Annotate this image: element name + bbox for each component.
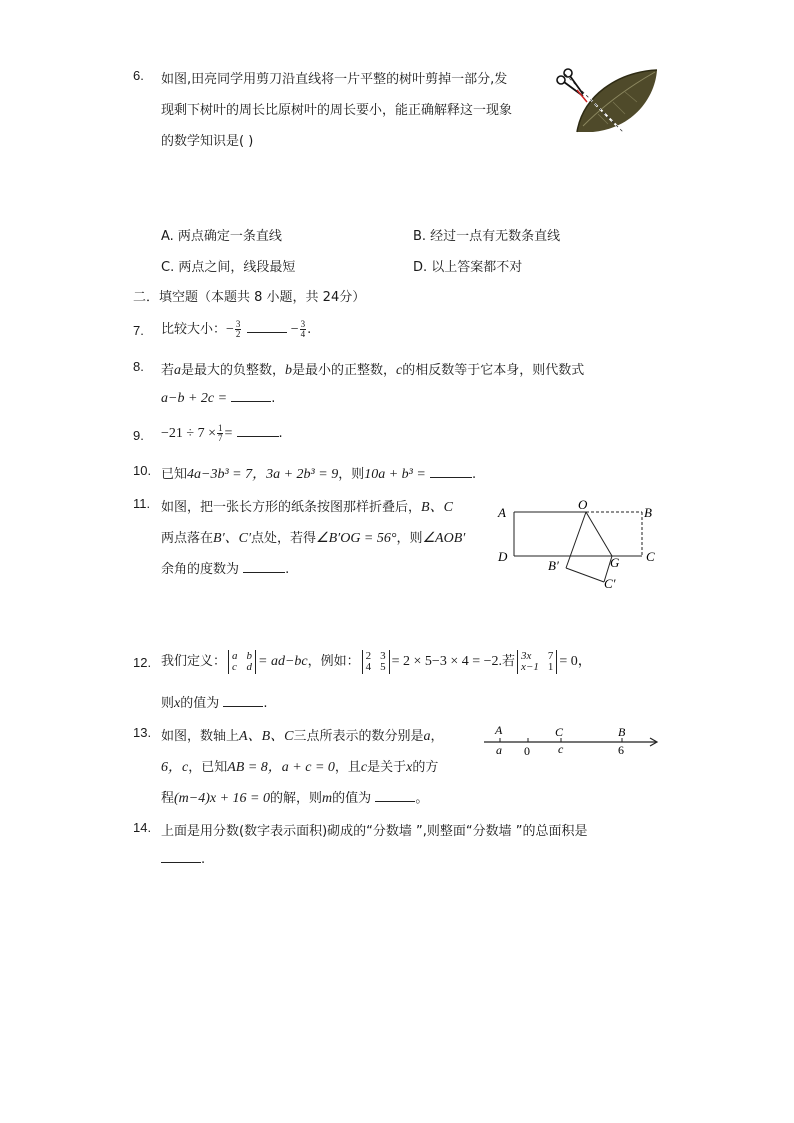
point-b-label: B xyxy=(618,725,626,739)
option-a: A. 两点确定一条直线 xyxy=(161,229,282,244)
label-b-prime: B′ xyxy=(548,558,559,573)
point-b-value: 6 xyxy=(618,743,624,757)
question-number: 7. xyxy=(133,323,144,338)
question-number: 13. xyxy=(133,725,152,740)
section-title: 二．填空题（本题共 8 小题，共 24分） xyxy=(133,290,366,305)
fraction: $\frac{3}{2}$ xyxy=(235,319,241,339)
answer-blank xyxy=(375,789,415,802)
question-text: 6，c，已知AB = 8，a + c = 0，且c是关于x的方 xyxy=(161,760,439,775)
leaf-scissors-illustration xyxy=(553,66,661,138)
question-text: 已知4a−3b³ = 7，3a + 2b³ = 9，则10a + b³ = . xyxy=(161,467,477,482)
answer-blank xyxy=(161,850,201,863)
answer-blank xyxy=(430,465,472,478)
fraction: $\frac{3}{4}$ xyxy=(300,319,306,339)
point-c-value: c xyxy=(558,742,564,756)
question-text: 两点落在B′、C′点处，若得∠B′OG = 56°，则∠AOB′ xyxy=(161,531,466,546)
label-a: A xyxy=(498,505,506,520)
answer-blank xyxy=(237,424,279,437)
question-text: 如图,田亮同学用剪刀沿直线将一片平整的树叶剪掉一部分,发 xyxy=(161,72,508,87)
question-text: 余角的度数为 . xyxy=(161,562,290,577)
origin-label: 0 xyxy=(524,744,530,758)
question-number: 11. xyxy=(133,496,151,511)
determinant: 2 3 4 5 xyxy=(362,650,390,674)
determinant: 3x 7 x−1 1 xyxy=(517,650,557,674)
point-c-label: C xyxy=(555,725,564,739)
option-d: D. 以上答案都不对 xyxy=(413,260,523,275)
option-b: B. 经过一点有无数条直线 xyxy=(413,229,561,244)
question-text: 如图，数轴上A、B、C三点所表示的数分别是a， xyxy=(161,729,444,744)
label-b: B xyxy=(644,505,652,520)
answer-blank xyxy=(247,320,287,333)
label-d: D xyxy=(498,549,508,564)
question-text: 上面是用分数(数字表示面积)砌成的“分数墙 ”,则整面“分数墙 ”的总面积是 xyxy=(161,824,588,839)
question-text: 则x的值为 . xyxy=(161,696,268,711)
question-expression: −21 ÷ 7 × $\frac{1}{7}$ = . xyxy=(161,423,283,443)
determinant: a b c d xyxy=(228,650,256,674)
fraction: $\frac{1}{7}$ xyxy=(217,423,223,443)
question-number: 10. xyxy=(133,463,152,478)
question-text: 程(m−4)x + 16 = 0的解，则m的值为 。 xyxy=(161,791,429,806)
point-a-label: A xyxy=(495,723,503,737)
question-text: 的数学知识是( ) xyxy=(161,134,254,149)
question-text: . xyxy=(161,850,205,867)
label-g: G xyxy=(610,555,620,570)
question-number: 14. xyxy=(133,820,152,835)
label-c-prime: C′ xyxy=(604,576,616,591)
scissors-icon xyxy=(557,69,587,102)
folded-paper-diagram xyxy=(494,496,662,596)
question-text: 若a是最大的负整数，b是最小的正整数，c的相反数等于它本身，则代数式 xyxy=(161,363,585,378)
question-number: 6. xyxy=(133,68,144,83)
option-c: C. 两点之间，线段最短 xyxy=(161,260,296,275)
question-text: 现剩下树叶的周长比原树叶的周长要小，能正确解释这一现象 xyxy=(161,103,513,118)
answer-blank xyxy=(223,694,263,707)
question-number: 8. xyxy=(133,359,144,374)
question-text: 如图，把一张长方形的纸条按图那样折叠后，B、C xyxy=(161,500,453,515)
answer-blank xyxy=(243,560,285,573)
question-number: 12. xyxy=(133,655,152,670)
question-number: 9. xyxy=(133,428,144,443)
question-text: 比较大小：− $\frac{3}{2}$ − $\frac{3}{4}$ . xyxy=(161,319,312,339)
label-o: O xyxy=(578,497,588,512)
point-a-value: a xyxy=(496,743,502,757)
question-expression: a−b + 2c = . xyxy=(161,391,276,406)
answer-blank xyxy=(231,389,271,402)
question-text: 我们定义： a b c d = ad−bc，例如： 2 3 4 5 = 2 × 5−3 × 4 = −2.若 3x 7 x−1 1 = 0， xyxy=(161,649,592,673)
number-line-diagram xyxy=(482,720,662,760)
label-c: C xyxy=(646,549,655,564)
